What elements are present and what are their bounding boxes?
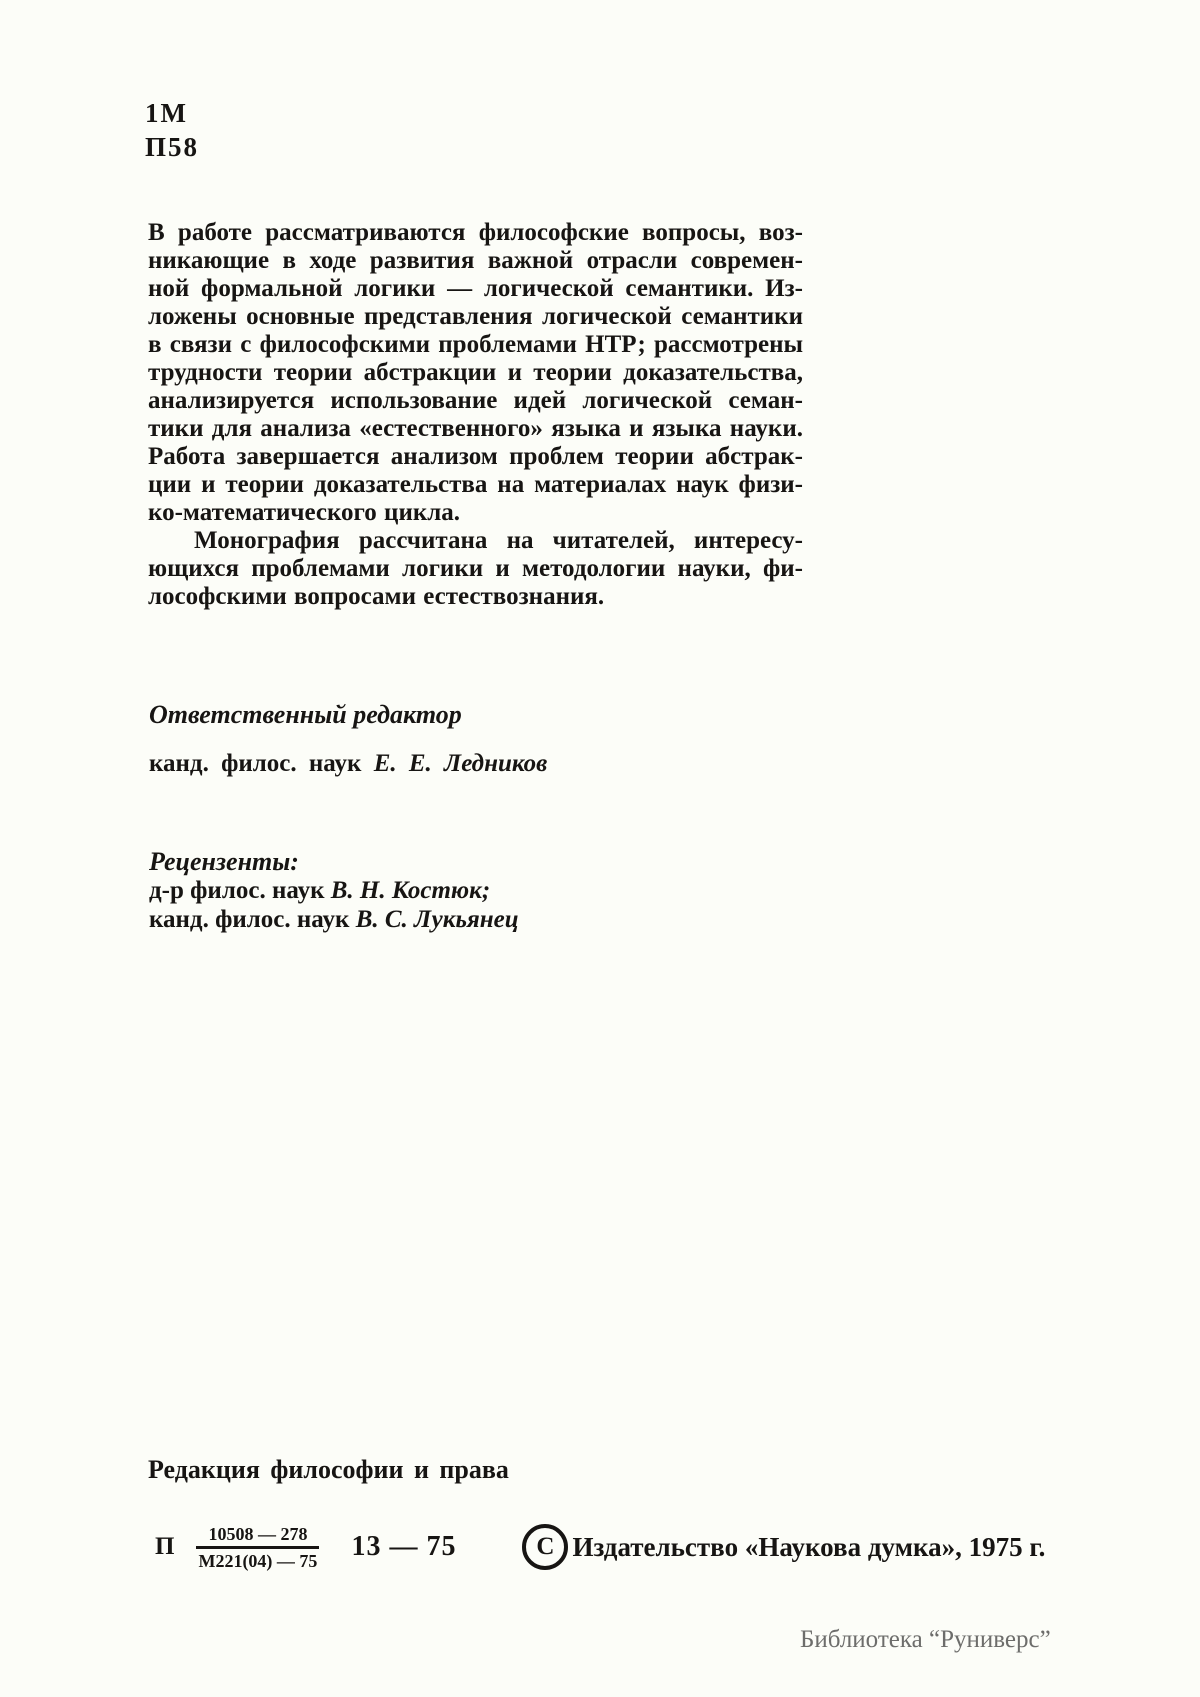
editor-person: Е. Е. Ледников [373, 750, 548, 777]
publisher-line: Издательство «Наукова думка», 1975 г. [572, 1531, 1046, 1562]
annotation-line: тики для анализа «естественного» языка и языка науки. [148, 415, 803, 442]
copyright-icon: С [522, 1524, 568, 1570]
annotation-line: трудности теории абстракции и теории доказательства, [148, 359, 803, 386]
annotation-line: лософскими вопросами естествознания. [148, 583, 605, 610]
classification-code-top: 1М [145, 98, 188, 128]
annotation-line: Работа завершается анализом проблем теории абстрак- [148, 443, 803, 470]
reviewer-person: В. Н. Костюк; [330, 877, 491, 904]
annotation-line: ной формальной логики — логической семантики. Из- [148, 275, 803, 302]
editor-degree: канд. филос. наук [149, 750, 362, 777]
reviewer-row [149, 905, 519, 934]
reviewer-degree: д-р филос. наук [149, 877, 325, 904]
annotation-line: ющихся проблемами логики и методологии науки, фи- [148, 555, 803, 582]
responsible-editor-name [149, 750, 547, 778]
reviewer-row [149, 876, 519, 905]
annotation-line: никающие в ходе развития важной отрасли современ- [148, 247, 803, 274]
reviewers-block [149, 847, 519, 934]
classification-code-bottom: П58 [145, 132, 200, 162]
imprint-row [155, 1512, 1045, 1582]
annotation-line: ложены основные представления логической семантики [148, 303, 803, 330]
reviewers-heading: Рецензенты: [149, 847, 299, 876]
reviewer-degree: канд. филос. наук [149, 906, 350, 933]
library-classification-codes [145, 96, 199, 164]
annotation-paragraphs [148, 219, 803, 611]
classification-fraction [196, 1523, 319, 1572]
fraction-denominator: М221(04) — 75 [196, 1546, 319, 1572]
annotation-line: ко-математического цикла. [148, 499, 461, 526]
reviewer-person: В. С. Лукьянец [355, 906, 519, 933]
responsible-editor-heading: Ответственный редактор [149, 700, 462, 729]
imprint-code: 13 — 75 [351, 1531, 457, 1562]
annotation-line: В работе рассматриваются философские вопросы, воз- [148, 219, 803, 246]
annotation-line: в связи с философскими проблемами НТР; рассмотрены [148, 331, 803, 358]
library-watermark: Библиотека “Руниверс” [800, 1626, 1051, 1653]
annotation-line: Монография рассчитана на читателей, интересу- [194, 527, 803, 554]
editorial-department-line: Редакция философии и права [148, 1455, 509, 1484]
imprint-prefix: П [155, 1533, 175, 1560]
annotation-line: ции и теории доказательства на материалах наук физи- [148, 471, 803, 498]
annotation-line: анализируется использование идей логической семан- [148, 387, 803, 414]
fraction-numerator: 10508 — 278 [208, 1523, 308, 1544]
